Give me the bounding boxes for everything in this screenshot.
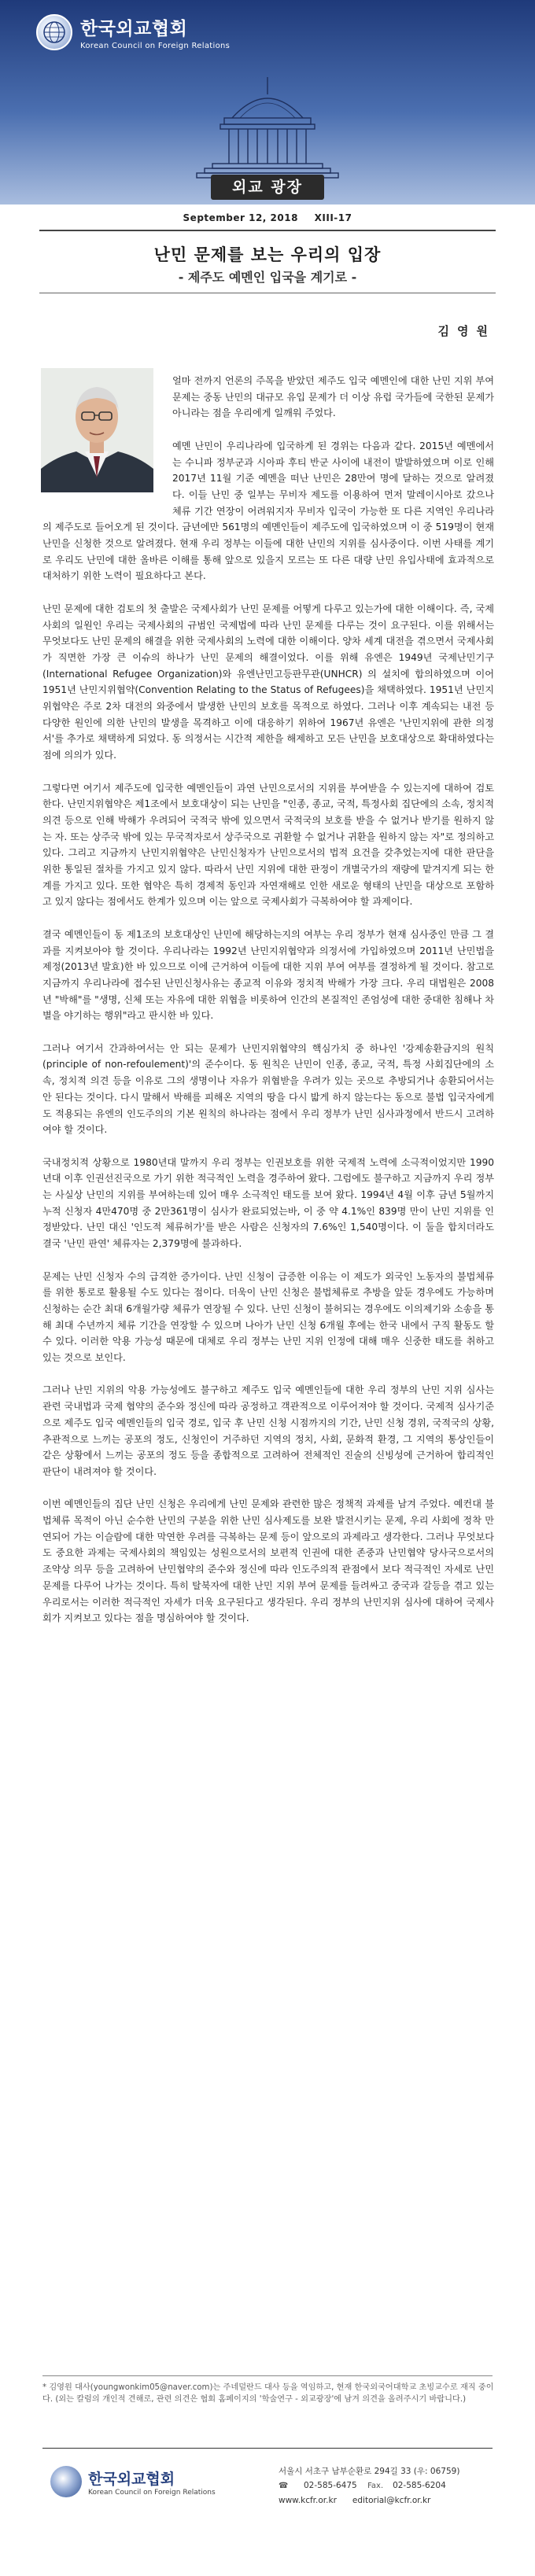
org-logo: [36, 14, 230, 50]
org-emblem-icon: [50, 2466, 82, 2497]
publication-title: 외교 광장: [211, 175, 324, 200]
article-paragraph: 얼마 전까지 언론의 주목을 받았던 제주도 입국 예멘인에 대한 난민 지위 부여문제는 중동 난민의 대규모 유입 문제가 더 이상 유럽 국가들에 국한된 문제가 아니라는 점을 우리에게 일깨워 주었다.: [172, 375, 494, 419]
divider: [42, 2375, 493, 2376]
author-footnote: * 김영원 대사(youngwonkim05@naver.com)는 주네덜란드 대사 등을 역임하고, 현재 한국외국어대학교 초빙교수로 재직 중이다. (외는 칼럼의 개인적 견해로, 관련 의견은 협회 홈페이지의 '학술연구 - 외교광장'에 남겨 의견을 올려주시기 바랍니다.): [42, 2383, 494, 2404]
article-paragraph: 문제는 난민 신청자 수의 급격한 증가이다. 난민 신청이 급증한 이유는 이 제도가 외국인 노동자의 불법체류를 위한 통로로 활용될 수도 있다는 점이다. 더욱이 난민 신청은 불법체류로 추방을 앞둔 경우에도 가능하며 신청하는 순간 최대 6개월가량 체류가 연장될 수 있다. 난민 신청이 불허되는 경우에도 이의제기와 소송을 통해 최대 수년까지 체류 기간을 연장할 수 있으며 나아가 난민 신청 6개월 후에는 한국 내에서 구직 활동도 할 수 있다. 이러한 악용 가능성 때문에 대체로 우리 정부는 난민 지위 인정에 대해 매우 신중한 태도를 취하고 있는 것으로 보인다.: [42, 1270, 494, 1364]
org-emblem-icon: [36, 14, 72, 50]
article-body: [42, 373, 494, 1627]
fax-label: Fax.: [367, 2482, 384, 2490]
issue-date: September 12, 2018: [183, 212, 298, 223]
author-name: 김영원: [437, 324, 496, 338]
article-paragraph: 이번 예멘인들의 집단 난민 신청은 우리에게 난민 문제와 관련한 많은 정책적 과제를 남겨 주었다. 예컨대 불법체류 목적이 아닌 순수한 난민의 구분을 위한 난민 심사제도를 보완 발전시키는 문제, 우리 사회에 정착 만연되어 가는 이슬람에 대한 막연한 우려를 극복하는 문제 등이 앞으로의 과제라고 생각한다. 그러나 무엇보다도 중요한 과제는 국제사회의 책임있는 성원으로서의 보편적 인권에 대한 존중과 난민협약 당사국으로서의 조약상 의무 등을 고려하여 난민협약의 준수와 정신에 따라 인도주의적 관점에서 보다 적극적인 자세로 난민 문제를 다루어 나가는 것이다. 특히 탈북자에 대한 난민 지위 부여 문제를 들려싸고 중국과 갈등을 겪고 있는 우리로서는 이러한 적극적인 자세가 더욱 요구된다고 생각된다. 우리 정부의 난민지위 심사에 대하여 국제사회가 지켜보고 있다는 점을 명심하여야 할 것이다.: [42, 1498, 494, 1624]
footer-org-name-en: Korean Council on Foreign Relations: [88, 2488, 216, 2497]
footer-logo: [50, 2466, 216, 2497]
issue-number: XIII-17: [314, 212, 352, 223]
footer-address: 서울시 서초구 남부순환로 294길 33 (우: 06759): [279, 2467, 460, 2476]
article-paragraph: 국내정치적 상황으로 1980년대 말까지 우리 정부는 인권보호를 위한 국제적 노력에 소극적이었지만 1990년대 이후 인권선진국으로 가기 위한 적극적인 노력을 경주하여 왔다. 그럼에도 불구하고 지금까지 우리 정부는 사실상 난민의 지위를 부여하는데 있어 매우 소극적인 태도를 보여 왔다. 1994년 4월 이후 금년 5월까지 누적 신청자 4만470명 중 2만361명이 심사가 완료되었는바, 이 중 약 4.1%인 839명 만이 난민 지위를 인정받았다. 난민 대신 '인도적 체류허가'를 받은 사람은 신청자의 7.6%인 1,540명이다. 이 둘을 합치더라도 결국 '난민 판연' 체류자는 2,379명에 불과하다.: [42, 1156, 494, 1250]
divider: [42, 2448, 493, 2449]
newsletter-header: [0, 0, 535, 205]
article-title: 난민 문제를 보는 우리의 입장: [153, 245, 382, 264]
footer-email-link[interactable]: editorial@kcfr.or.kr: [352, 2496, 431, 2505]
article-paragraph: 예멘 난민이 우리나라에 입국하게 된 경위는 다음과 같다. 2015년 예멘에서는 수니파 정부군과 시아파 후티 반군 사이에 내전이 발발하였으며 이로 인해 2017년 11월 기준 예멘을 떠난 난민은 28만여 명에 달하는 것으로 알려졌다. 이들 난민 중 일부는 무비자 제도를 이용하여 먼저 말레이시아로 갔으나 체류 기간 연장이 어려워지자 무비자 입국이 가능한 또 다른 지역인 우리나라의 제주도로 들어오게 된 것이다. 금년에만 561명의 예멘인들이 제주도에 입국하였으며 이 중 519명이 현재 난민을 신청한 것으로 알려졌다. 현재 우리 정부는 이들에 대한 난민의 지위를 심사중이다. 이번 사태를 계기로 우리도 난민에 대한 올바른 이해를 통해 앞으로 있을지 모르는 또 다른 대량 난민 유입사태에 효과적으로 대처하기 위한 노력이 필요하다고 본다.: [42, 440, 494, 582]
org-name-kr: 한국외교협회: [80, 19, 188, 39]
phone-icon: ☎: [279, 2482, 289, 2490]
newsletter-footer: [42, 2458, 494, 2529]
footer-phone: 02-585-6475: [304, 2481, 357, 2490]
footer-website-link[interactable]: www.kcfr.or.kr: [279, 2496, 337, 2505]
article-paragraph: 그러나 여기서 간과하여서는 안 되는 문제가 난민지위협약의 핵심가치 중 하나인 '강제송환금지의 원칙(principle of non-refoulement)'의 준수이다. 동 원칙은 난민이 인종, 종교, 국적, 특정 사회집단에의 소속, 정치적 의견 등을 이유로 그의 생명이나 자유가 위협받을 우려가 있는 곳으로 추방되거나 송환되어서는 안 된다는 것이다. 다시 말해서 박해를 피해온 지역의 땅을 다시 밟게 하지 않는다는 동으로 불법 입국자에게도 적용되는 유엔의 인도주의의 기본 원칙의 하나라는 점에서 우리 정부가 난민 심사과정에서 반드시 고려하여야 할 것이다.: [42, 1042, 494, 1136]
building-illustration: [177, 71, 358, 181]
article-paragraph: 결국 예멘인들이 동 제1조의 보호대상인 난민에 해당하는지의 여부는 우리 정부가 현재 심사중인 만큼 그 결과를 지켜보아야 할 것이다. 우리나라는 1992년 난민지위협약과 의정서에 가입하였으며 2011년 난민법을 제정(2013년 발효)한 바 있으므로 이에 근거하여 이들에 대한 지위 부여 여부를 결정하게 될 것이다. 참고로 지금까지 우리나라에 접수된 난민신청사유는 종교적 이유와 정치적 박해가 가장 크다. 우리 대법원은 2008년 "박해"를 "생명, 신체 또는 자유에 대한 위협을 비롯하여 인간의 본질적인 존엄성에 대한 중대한 침해나 차별을 야기하는 행위"라고 판시한 바 있다.: [42, 928, 494, 1022]
article-subtitle: - 제주도 예멘인 입국을 계기로 -: [178, 270, 357, 285]
photo-spacer: [42, 373, 172, 513]
article-paragraph: 그렇다면 여기서 제주도에 입국한 예멘인들이 과연 난민으로서의 지위를 부여받을 수 있는지에 대하여 검토한다. 난민지위협약은 제1조에서 보호대상이 되는 난민을 "인종, 종교, 국적, 특정사회 집단에의 소속, 정치적 의견 등으로 인해 박해가 우려되어 국적국 밖에 있으면서 국적국의 보호를 받을 수 없거나 받기를 원하지 않는 자. 또는 상주국 밖에 있는 무국적자로서 상주국으로 귀환할 수 없거나 귀환을 원하지 않는 자"로 정의하고 있다. 그리고 지금까지 난민지위협약은 난민신청자가 난민으로서의 법적 요건을 갖추었는지에 대한 판단을 위한 통일된 절차를 가지고 있지 않다. 따라서 난민 지위에 대한 판정이 개별국가의 재량에 맡겨지게 되는 한계를 가지고 있다. 또한 협약은 특히 경제적 동인과 자연재해로 인한 새로운 형태의 난민을 대상으로 포함하고 있지 않다는 점에서도 한계가 있으며 이는 앞으로 국제사회가 극복하여야 할 과제이다.: [42, 782, 494, 908]
divider: [39, 230, 496, 231]
dateline: [0, 212, 535, 223]
footer-org-name-kr: 한국외교협회: [88, 2470, 175, 2488]
article-paragraph: 그러나 난민 지위의 악용 가능성에도 불구하고 제주도 입국 예멘인들에 대한 우리 정부의 난민 지위 심사는 관련 국내법과 국제 협약의 준수와 정신에 따라 공정하고 객관적으로 이루어져야 할 것이다. 국제적 심사기준으로 제주도 입국 예멘인들의 입국 경로, 입국 후 난민 신청 시점까지의 기간, 난민 신청 경위, 국적국의 상황, 추관적으로 느끼는 공포의 정도, 신청인이 거주하던 지역의 정치, 사회, 문화적 환경, 그 지역의 통상인들이 같은 상황에서 느끼는 공포의 정도 등을 종합적으로 고려하여 전체적인 진술의 신빙성에 근거하여 합리적인 판단이 내려져야 할 것이다.: [42, 1384, 494, 1477]
footer-contact: [279, 2464, 459, 2508]
footer-fax: 02-585-6204: [393, 2481, 446, 2490]
article-paragraph: 난민 문제에 대한 검토의 첫 출발은 국제사회가 난민 문제를 어떻게 다루고 있는가에 대한 이해이다. 즉, 국제사회의 일원인 우리는 국제사회의 규범인 국제법에 따라 난민 문제를 다루는 것이 요구된다. 이를 위해서는 무엇보다도 난민 문제의 해결을 위한 국제사회의 노력에 대한 이해이다. 양차 세계 대전을 겪으면서 국제사회가 직면한 가장 큰 이슈의 하나가 난민 문제의 해결이었다. 이를 위해 유엔은 1949년 국제난민기구(International Refugee Organization)와 유엔난민고등판무관(UNHCR) 의 설치에 합의하였으며 이어 1951년 난민지위협약(Convention Relating to the Status of Refugees)을 채택하였다. 1951년 난민지위협약은 주로 2차 대전의 와중에서 발생한 난민의 보호를 목적으로 하였다. 그러나 이후 계속되는 내전 등 다양한 원인에 의한 난민의 발생을 목격하고 이에 대응하기 위하여 1967년 유엔은 '난민지위에 관한 의정서'를 추가로 채택하게 되었다. 동 의정서는 시간적 제한을 해제하고 모든 난민을 보호대상으로 확대하였다는 점에 의의가 있다.: [42, 603, 494, 761]
org-name-en: Korean Council on Foreign Relations: [80, 42, 231, 50]
